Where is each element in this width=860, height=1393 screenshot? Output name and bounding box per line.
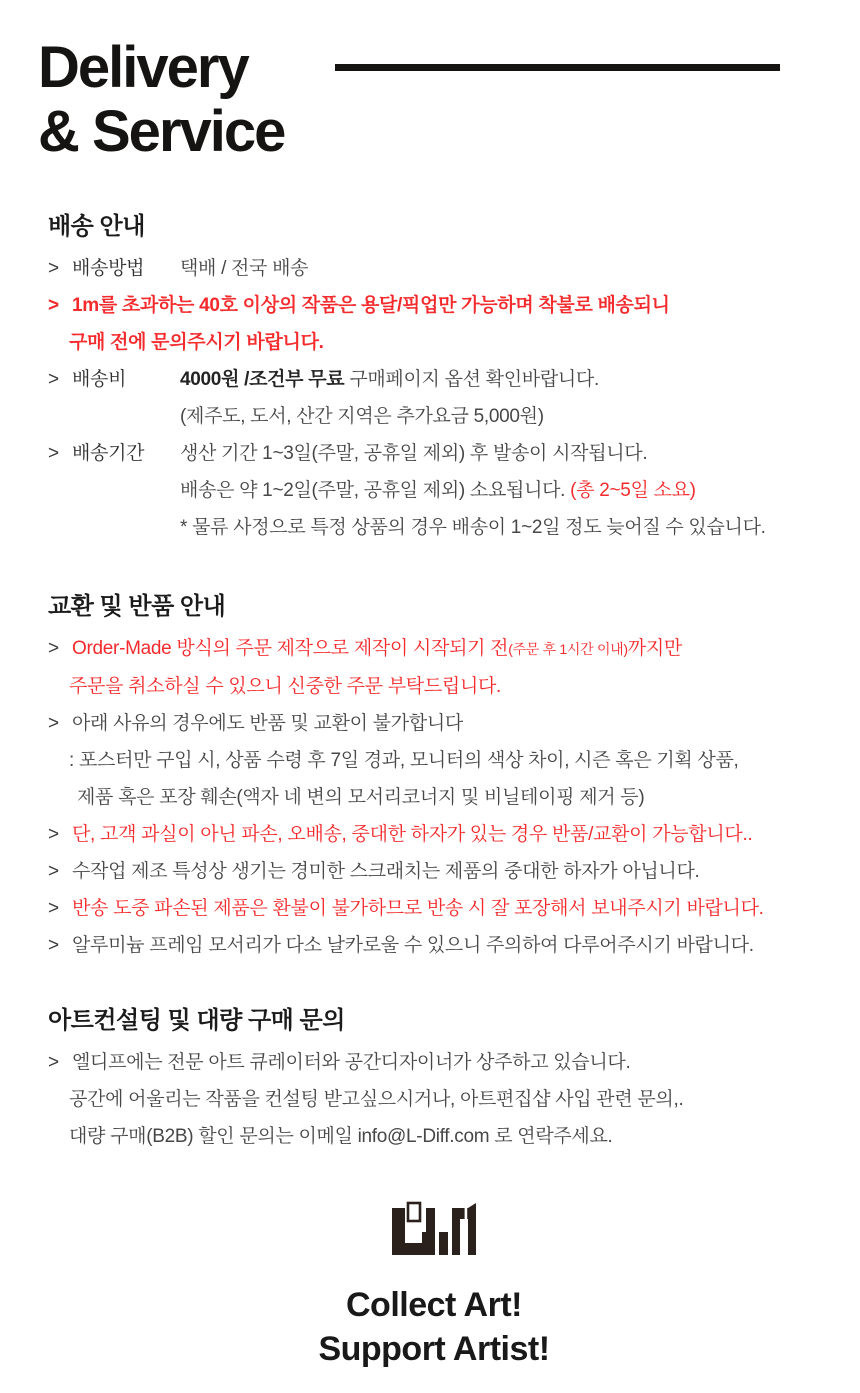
footer-slogan xyxy=(48,1283,820,1371)
title-divider-line xyxy=(335,64,780,71)
text-segment: 1m를 초과하는 40호 이상의 작품은 용달/픽업만 가능하며 착불로 배송되니 xyxy=(72,295,670,316)
sections xyxy=(48,210,820,1155)
text-segment: 대량 구매(B2B) 할인 문의는 이메일 info@L-Diff.com 로 연락주세요. xyxy=(69,1126,613,1147)
bullet-marker: > xyxy=(48,638,59,659)
text-segment: * 물류 사정으로 특정 상품의 경우 배송이 1~2일 정도 늦어질 수 있습니다. xyxy=(180,517,766,538)
notice-line xyxy=(48,1118,820,1155)
notice-line xyxy=(48,361,820,398)
row-label: 배송방법 xyxy=(72,258,145,279)
notice-line xyxy=(48,742,820,779)
ldiff-logo-icon xyxy=(390,1201,478,1257)
bullet-marker: > xyxy=(48,443,59,464)
text-segment: 수작업 제조 특성상 생기는 경미한 스크래치는 제품의 중대한 하자가 아닙니다. xyxy=(72,861,700,882)
notice-line xyxy=(48,927,820,964)
notice-line xyxy=(48,435,820,472)
row-label: 배송비 xyxy=(72,369,127,390)
bullet-marker: > xyxy=(48,369,59,390)
notice-line xyxy=(48,668,820,705)
page-title-block xyxy=(38,36,820,164)
text-segment: 알루미늄 프레임 모서리가 다소 날카로울 수 있으니 주의하여 다루어주시기 바랍니다. xyxy=(72,935,754,956)
notice-line xyxy=(48,509,820,546)
notice-line xyxy=(48,816,820,853)
footer-slogan-line1: Collect Art! xyxy=(346,1286,522,1324)
notice-line xyxy=(48,853,820,890)
notice-line xyxy=(48,1081,820,1118)
ldiff-logo xyxy=(390,1201,478,1257)
footer-slogan-line2: Support Artist! xyxy=(318,1330,550,1368)
page-title-line1: Delivery xyxy=(38,35,248,100)
section-heading: 배송 안내 xyxy=(48,213,145,240)
section-2 xyxy=(48,590,820,964)
notice-line xyxy=(48,705,820,742)
text-segment: 택배 / 전국 배송 xyxy=(180,258,309,279)
text-segment: (주문 후 1시간 이내) xyxy=(508,641,628,657)
bullet-marker: > xyxy=(48,1052,59,1073)
notice-line xyxy=(48,472,820,509)
notice-line xyxy=(48,630,820,668)
section-heading: 아트컨설팅 및 대량 구매 문의 xyxy=(48,1007,345,1034)
bullet-marker: > xyxy=(48,295,59,316)
text-segment: (제주도, 도서, 산간 지역은 추가요금 5,000원) xyxy=(180,406,544,427)
text-segment: 배송은 약 1~2일(주말, 공휴일 제외) 소요됩니다. xyxy=(180,480,571,501)
text-segment: 단, 고객 과실이 아닌 파손, 오배송, 중대한 하자가 있는 경우 반품/교환이 가능합니다.. xyxy=(72,824,753,845)
text-segment: 4000원 /조건부 무료 xyxy=(180,369,345,390)
notice-line xyxy=(48,398,820,435)
bullet-marker: > xyxy=(48,898,59,919)
text-segment: 까지만 xyxy=(627,638,682,659)
notice-line xyxy=(48,1044,820,1081)
notice-line xyxy=(48,890,820,927)
page-title xyxy=(38,36,820,164)
page-title-line2: & Service xyxy=(38,99,285,164)
bullet-marker: > xyxy=(48,713,59,734)
bullet-marker: > xyxy=(48,258,59,279)
text-segment: 생산 기간 1~3일(주말, 공휴일 제외) 후 발송이 시작됩니다. xyxy=(180,443,648,464)
text-segment: Order-Made 방식의 주문 제작으로 제작이 시작되기 전 xyxy=(72,638,509,659)
text-segment: 아래 사유의 경우에도 반품 및 교환이 불가합니다 xyxy=(72,713,463,734)
text-segment: : 포스터만 구입 시, 상품 수령 후 7일 경과, 모니터의 색상 차이, 시즌 혹은 기획 상품, xyxy=(69,750,739,771)
section-3 xyxy=(48,1004,820,1155)
bullet-marker: > xyxy=(48,861,59,882)
text-segment: 반송 도중 파손된 제품은 환불이 불가하므로 반송 시 잘 포장해서 보내주시기 바랍니다. xyxy=(72,898,764,919)
notice-line xyxy=(48,250,820,287)
text-segment: 주문을 취소하실 수 있으니 신중한 주문 부탁드립니다. xyxy=(69,676,502,697)
notice-line xyxy=(48,287,820,324)
text-segment: 엘디프에는 전문 아트 큐레이터와 공간디자이너가 상주하고 있습니다. xyxy=(72,1052,631,1073)
row-label: 배송기간 xyxy=(72,443,145,464)
section-1 xyxy=(48,210,820,546)
notice-line xyxy=(48,324,820,361)
section-heading: 교환 및 반품 안내 xyxy=(48,593,226,620)
bullet-marker: > xyxy=(48,935,59,956)
text-segment: 구매 전에 문의주시기 바랍니다. xyxy=(69,332,324,353)
bullet-marker: > xyxy=(48,824,59,845)
text-segment: 공간에 어울리는 작품을 컨설팅 받고싶으시거나, 아트편집샵 사입 관련 문의,. xyxy=(69,1089,684,1110)
text-segment: 구매페이지 옵션 확인바랍니다. xyxy=(344,369,599,390)
text-segment: (총 2~5일 소요) xyxy=(570,480,696,501)
notice-line xyxy=(48,779,820,816)
text-segment: 제품 혹은 포장 훼손(액자 네 변의 모서리코너지 및 비닐테이핑 제거 등) xyxy=(77,787,645,808)
